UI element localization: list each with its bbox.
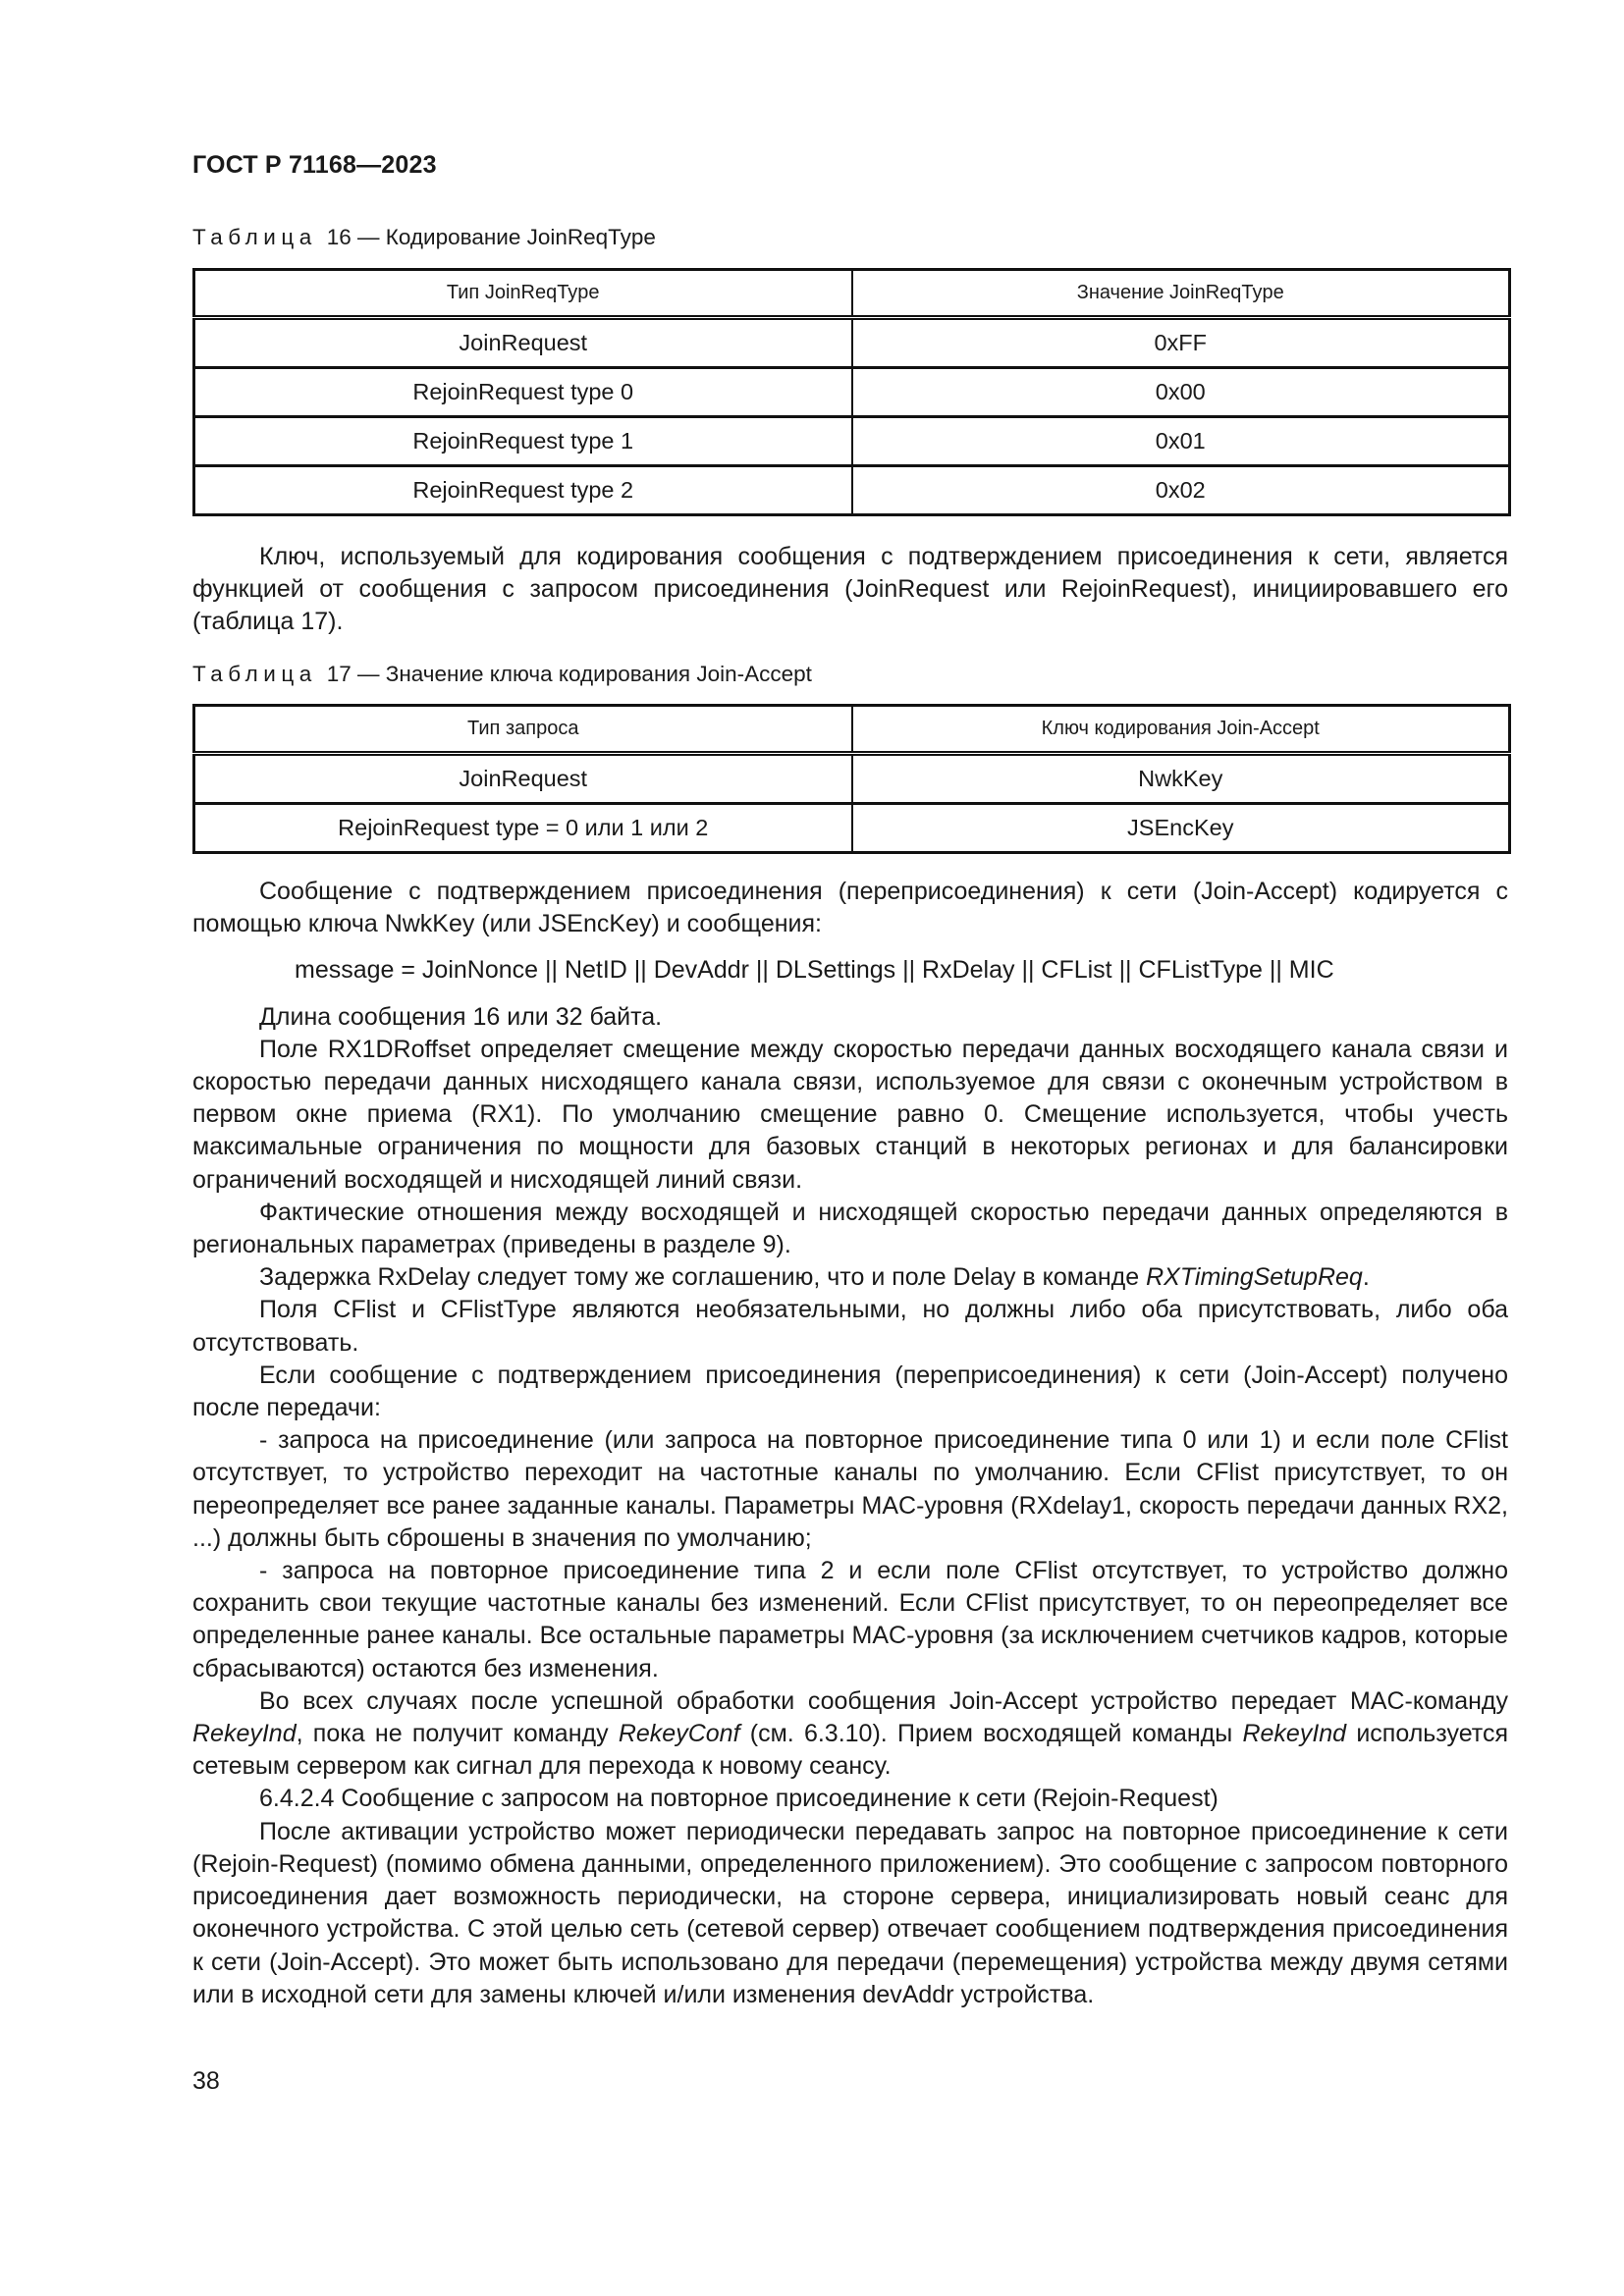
table-cell: 0x01 <box>852 417 1510 466</box>
table-cell: RejoinRequest type 0 <box>194 368 852 417</box>
table-cell: 0x00 <box>852 368 1510 417</box>
paragraph: Поля CFlist и CFlistType являются необязательными, но должны либо оба присутствовать, либо оба отсутствовать. <box>192 1296 1508 1357</box>
paragraph-key-intro <box>192 541 1508 639</box>
table-row <box>194 804 1510 853</box>
column-header: Тип JoinReqType <box>194 270 852 318</box>
table-row <box>194 466 1510 515</box>
list-item: - запроса на присоединение (или запроса на повторное присоединение типа 0 или 1) и если поле CFlist отсутствует, то устройство переходит на частотные каналы по умолчанию. Если CFlist присутствует, то он переопределяет все ранее заданные каналы. Параметры MAC-уровня (RXdelay1, скорость передачи данных RX2, ...) должны быть сброшены в значения по умолчанию; <box>192 1426 1508 1552</box>
column-header: Ключ кодирования Join-Accept <box>852 706 1510 754</box>
table-row <box>194 368 1510 417</box>
paragraph: Поле RX1DRoffset определяет смещение между скоростью передачи данных восходящего канала связи и скоростью передачи данных нисходящего канала связи, используемое для связи с оконечным устройством в первом окне приема (RX1). По умолчанию смещение равно 0. Смещение используется, чтобы учесть максимальные ограничения по мощности для базовых станций в некоторых регионах и для балансировки ограничений восходящей и нисходящей линий связи. <box>192 1035 1508 1194</box>
table-cell: 0x02 <box>852 466 1510 515</box>
section-heading: 6.4.2.4 Сообщение с запросом на повторное присоединение к сети (Rejoin-Request) <box>259 1785 1218 1813</box>
page-number: 38 <box>192 2067 220 2095</box>
text-run: Во всех случаях после успешной обработки сообщения Join-Accept устройство передает MAC-команду <box>259 1686 1508 1715</box>
column-header: Значение JoinReqType <box>852 270 1510 318</box>
text-run: , пока не получит команду <box>296 1720 619 1748</box>
text-run: . <box>1362 1263 1370 1292</box>
table-cell: RejoinRequest type 2 <box>194 466 852 515</box>
table-cell: RejoinRequest type 1 <box>194 417 852 466</box>
table-cell: 0xFF <box>852 318 1510 368</box>
table-join-accept-key <box>192 704 1511 854</box>
paragraph: Фактические отношения между восходящей и нисходящей скоростью передачи данных определяются в региональных параметрах (приведены в разделе 9). <box>192 1198 1508 1259</box>
command-name: RXTimingSetupReq <box>1146 1263 1363 1292</box>
table-row <box>194 318 1510 368</box>
paragraph: После активации устройство может периодически передавать запрос на повторное присоединение к сети (Rejoin-Request) (помимо обмена данными, определенного приложением). Это сообщение с запросом повторного присоединения дает возможность периодически, на стороне сервера, инициализировать новый сеанс для оконечного устройства. С этой целью сеть (сетевой сервер) отвечает сообщением подтверждения присоединения к сети (Join-Accept). Это может быть использовано для передачи (перемещения) устройства между двумя сетями или в исходной сети для замены ключей и/или изменения devAddr устройства. <box>192 1817 1508 2008</box>
paragraph: Ключ, используемый для кодирования сообщения с подтверждением присоединения к сети, является функцией от сообщения с запросом присоединения (JoinRequest или RejoinRequest), инициировавшего его (таблица 17). <box>192 543 1508 636</box>
paragraph: Если сообщение с подтверждением присоединения (переприсоединения) к сети (Join-Accept) получено после передачи: <box>192 1361 1508 1422</box>
column-header: Тип запроса <box>194 706 852 754</box>
table-cell: RejoinRequest type = 0 или 1 или 2 <box>194 804 852 853</box>
paragraph: Длина сообщения 16 или 32 байта. <box>259 1002 663 1031</box>
table-header-row <box>194 270 1510 318</box>
table-header-row <box>194 706 1510 754</box>
text-run: используется сетевым сервером как сигнал для перехода к новому сеансу. <box>192 1720 1508 1781</box>
table-cell: NwkKey <box>852 754 1510 804</box>
caption-text: 17 — Значение ключа кодирования Join-Accept <box>326 662 812 686</box>
document-header: ГОСТ Р 71168—2023 <box>192 151 437 179</box>
paragraph <box>192 1261 1508 1294</box>
list-item: - запроса на повторное присоединение типа 2 и если поле CFlist отсутствует, то устройство должно сохранить свои текущие частотные каналы без изменений. Если CFlist присутствует, то он переопределяет все определенные ранее каналы. Все остальные параметры MAC-уровня (за исключением счетчиков кадров, которые сбрасываются) остаются без изменения. <box>192 1557 1508 1682</box>
text-run: (см. 6.3.10). Прием восходящей команды <box>739 1720 1243 1748</box>
table-row <box>194 417 1510 466</box>
table-cell: JoinRequest <box>194 318 852 368</box>
table-cell: JSEncKey <box>852 804 1510 853</box>
text-run: Задержка RxDelay следует тому же соглашению, что и поле Delay в команде <box>259 1263 1147 1292</box>
caption-prefix: Таблица <box>192 225 317 249</box>
paragraph: Сообщение с подтверждением присоединения (переприсоединения) к сети (Join-Accept) кодируется с помощью ключа NwkKey (или JSEncKey) и сообщения: <box>192 878 1508 938</box>
body-text <box>192 876 1508 2011</box>
table-row <box>194 754 1510 804</box>
command-name: RekeyConf <box>618 1720 740 1748</box>
table-cell: JoinRequest <box>194 754 852 804</box>
paragraph <box>192 1685 1508 1784</box>
caption-text: 16 — Кодирование JoinReqType <box>326 225 656 249</box>
message-formula: message = JoinNonce || NetID || DevAddr || DLSettings || RxDelay || CFList || CFListType || MIC <box>295 956 1334 985</box>
table-joinreqtype-encoding <box>192 268 1511 516</box>
command-name: RekeyInd <box>1242 1720 1347 1748</box>
table-16-caption <box>192 225 656 250</box>
table-17-caption <box>192 662 812 687</box>
caption-prefix: Таблица <box>192 662 317 686</box>
command-name: RekeyInd <box>192 1720 297 1748</box>
